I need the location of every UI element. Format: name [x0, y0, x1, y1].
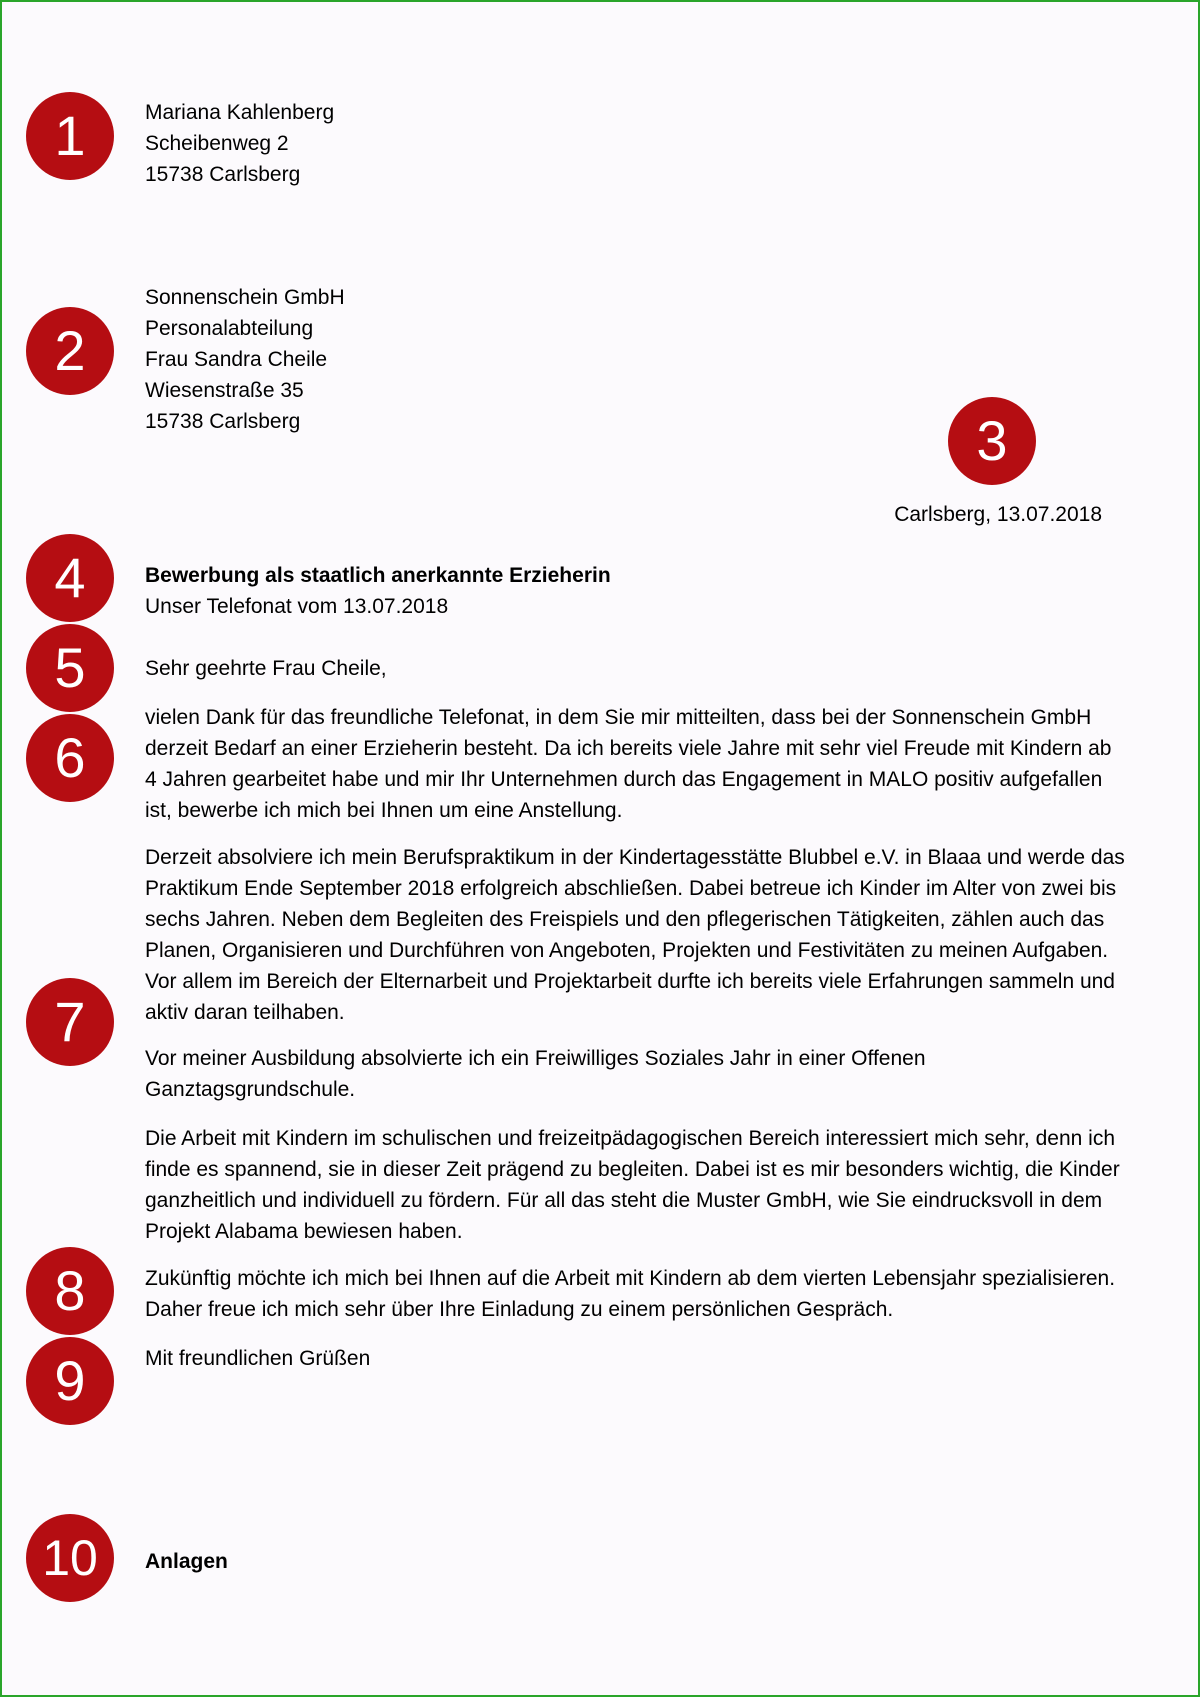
- salutation: Sehr geehrte Frau Cheile,: [145, 657, 387, 680]
- paragraph-intro: vielen Dank für das freundliche Telefonat, in dem Sie mir mitteilten, dass bei der Sonnenschein GmbH derzeit Bedarf an einer Erzieherin besteht. Da ich bereits viele Jahre mit sehr viel Freude mit Kindern ab 4 Jahren gearbeitet habe und mir Ihr Unternehmen durch das Engagement in MALO positiv aufgefallen ist, bewerbe ich mich bei Ihnen um eine Anstellung.: [145, 706, 1112, 822]
- marker-2: 2: [26, 307, 114, 395]
- date-line: Carlsberg, 13.07.2018: [894, 503, 1102, 526]
- sender-city: 15738 Carlsberg: [145, 163, 301, 186]
- subject-title: Bewerbung als staatlich anerkannte Erzieherin: [145, 564, 611, 587]
- marker-4: 4: [26, 534, 114, 622]
- sender-address: [145, 97, 334, 190]
- marker-3: 3: [948, 397, 1036, 485]
- recipient-address: [145, 282, 345, 437]
- paragraph-closing: Zukünftig möchte ich mich bei Ihnen auf die Arbeit mit Kindern ab dem vierten Lebensjahr spezialisieren. Daher freue ich mich sehr über Ihre Einladung zu einem persönlichen Gespräch.: [145, 1267, 1116, 1321]
- marker-5: 5: [26, 624, 114, 712]
- subject-block: [145, 560, 611, 622]
- recipient-company: Sonnenschein GmbH: [145, 286, 345, 309]
- attachments-label: Anlagen: [145, 1550, 228, 1573]
- marker-10: 10: [26, 1514, 114, 1602]
- subject-reference: Unser Telefonat vom 13.07.2018: [145, 595, 449, 618]
- recipient-department: Personalabteilung: [145, 317, 314, 340]
- marker-9: 9: [26, 1337, 114, 1425]
- sender-name: Mariana Kahlenberg: [145, 101, 335, 124]
- marker-8: 8: [26, 1247, 114, 1335]
- recipient-contact: Frau Sandra Cheile: [145, 348, 328, 371]
- marker-7: 7: [26, 978, 114, 1066]
- paragraph-main-3: Die Arbeit mit Kindern im schulischen und freizeitpädagogischen Bereich interessiert mich sehr, denn ich finde es spannend, sie in dieser Zeit prägend zu begleiten. Dabei ist es mir besonders wichtig, die Kinder ganzheitlich und individuell zu fördern. Für all das steht die Muster GmbH, wie Sie eindrucksvoll in dem Projekt Alabama bewiesen haben.: [145, 1127, 1120, 1243]
- paragraph-main-1: Derzeit absolviere ich mein Berufspraktikum in der Kindertagesstätte Blubbel e.V. in Blaaa und werde das Praktikum Ende September 2018 erfolgreich abschließen. Dabei betreue ich Kinder im Alter von zwei bis sechs Jahren. Neben dem Begleiten des Freispiels und den pflegerischen Tätigkeiten, zählen auch das Planen, Organisieren und Durchführen von Angeboten, Projekten und Festivitäten zu meinen Aufgaben. Vor allem im Bereich der Elternarbeit und Projektarbeit durfte ich bereits viele Erfahrungen sammeln und aktiv daran teilhaben.: [145, 846, 1125, 1024]
- marker-1: 1: [26, 92, 114, 180]
- paragraph-main-2: Vor meiner Ausbildung absolvierte ich ein Freiwilliges Soziales Jahr in einer Offenen Ganztagsgrundschule.: [145, 1047, 926, 1101]
- recipient-city: 15738 Carlsberg: [145, 410, 301, 433]
- greeting: Mit freundlichen Grüßen: [145, 1347, 371, 1370]
- sender-street: Scheibenweg 2: [145, 132, 289, 155]
- recipient-street: Wiesenstraße 35: [145, 379, 304, 402]
- marker-6: 6: [26, 714, 114, 802]
